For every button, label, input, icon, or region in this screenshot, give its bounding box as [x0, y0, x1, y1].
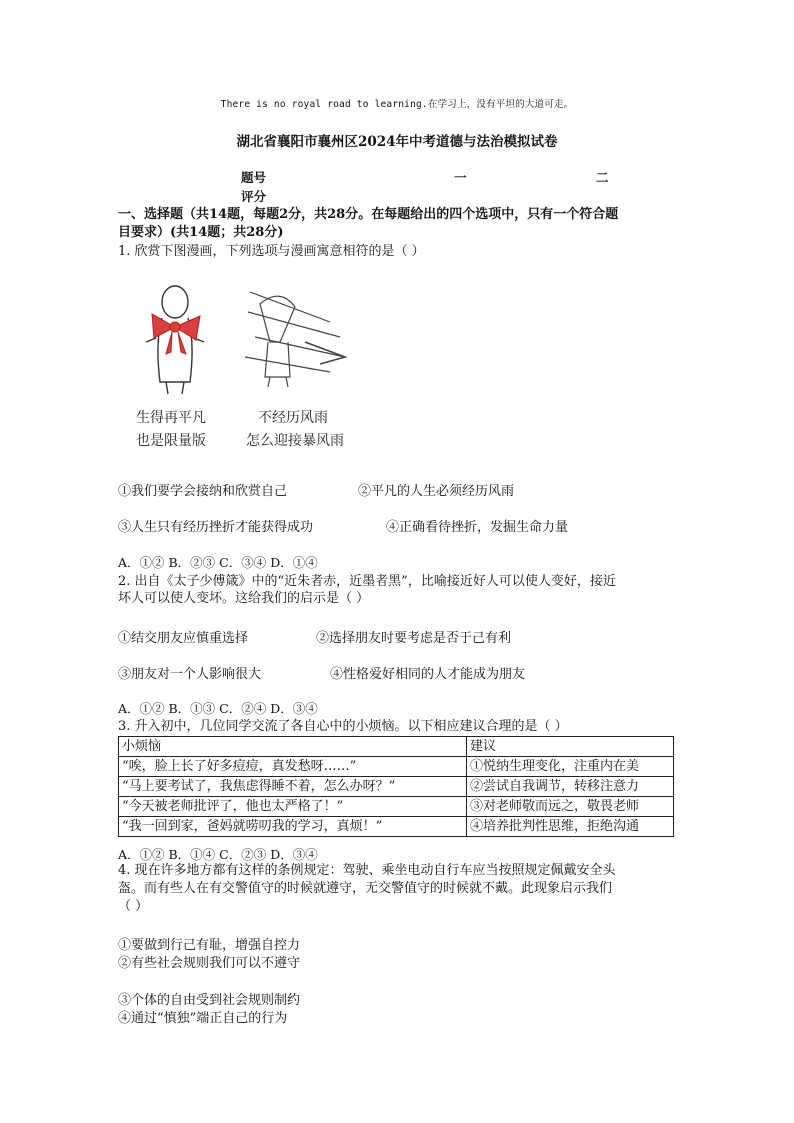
- table-header-row: [119, 737, 674, 757]
- red-bow-ribbon: [152, 314, 200, 354]
- q1-option-1: ①我们要学会接纳和欣赏自己: [118, 484, 288, 499]
- q1-answer-choices: A．①② B．②③ C．③④ D．①④: [118, 555, 318, 570]
- question-3-stem: 3. 升入初中，几位同学交流了各自心中的小烦恼。以下相应建议合理的是（ ）: [118, 719, 568, 734]
- person-in-storm-figure: [245, 292, 345, 387]
- page-motto: There is no royal road to learning.在学习上，没有平坦的大道可走。: [220, 99, 574, 110]
- section-heading-line-1: 一、选择题（共14题，每题2分，共28分。在每题给出的四个选项中，只有一个符合题: [118, 207, 619, 222]
- score-table-label-number: 题号: [241, 170, 267, 185]
- q3-worries-table: [118, 736, 674, 837]
- comic-left-caption-2: 也是限量版: [136, 433, 206, 449]
- table-header-worry: 小烦恼: [119, 737, 467, 757]
- table-row: [119, 817, 674, 837]
- q2-answer-choices: A．①② B．①③ C．②④ D．③④: [118, 701, 318, 716]
- comic-right-caption-2: 怎么迎接暴风雨: [246, 433, 344, 449]
- question-2-stem-line-1: 2. 出自《太子少傅箴》中的“近朱者赤，近墨者黑”，比喻接近好人可以使人变好，接近: [118, 574, 616, 589]
- table-cell-worry: “我一回到家，爸妈就唠叨我的学习，真烦！”: [119, 817, 467, 837]
- q4-option-2: ②有些社会规则我们可以不遵守: [118, 956, 301, 971]
- comic-right-caption-1: 不经历风雨: [258, 410, 328, 426]
- table-row: [119, 777, 674, 797]
- q4-option-3: ③个体的自由受到社会规则制约: [118, 993, 301, 1008]
- table-cell-suggestion: ②尝试自我调节，转移注意力: [467, 777, 674, 797]
- table-cell-suggestion: ③对老师敬而远之，敬畏老师: [467, 797, 674, 817]
- table-cell-worry: “唉，脸上长了好多痘痘，真发愁呀……”: [119, 757, 467, 777]
- question-4-stem-line-1: 4. 现在许多地方都有这样的条例规定：驾驶、乘坐电动自行车应当按照规定佩戴安全头: [118, 863, 616, 878]
- question-2-stem-line-2: 坏人可以使人变坏。这给我们的启示是（ ）: [118, 591, 370, 606]
- comic-left-caption-1: 生得再平凡: [136, 410, 206, 426]
- table-cell-worry: “马上要考试了，我焦虑得睡不着，怎么办呀？”: [119, 777, 467, 797]
- q2-option-3: ③朋友对一个人影响很大: [118, 667, 262, 682]
- section-heading-line-2: 目要求）(共14题；共28分): [118, 225, 284, 240]
- q2-option-1: ①结交朋友应慎重选择: [118, 631, 249, 646]
- q3-answer-choices: A．①② B．①④ C．②③ D．③④: [118, 847, 318, 862]
- score-table-col-2: 二: [596, 170, 609, 185]
- q2-option-4: ④性格爱好相同的人才能成为朋友: [330, 667, 526, 682]
- table-header-suggestion: 建议: [467, 737, 674, 757]
- question-4-stem-line-2: 盔。而有些人在有交警值守的时候就遵守，无交警值守的时候就不戴。此现象启示我们: [118, 881, 613, 896]
- q2-option-2: ②选择朋友时要考虑是否于己有利: [316, 631, 512, 646]
- table-cell-worry: “今天被老师批评了，他也太严格了！”: [119, 797, 467, 817]
- question-1-stem: 1. 欣赏下图漫画，下列选项与漫画寓意相符的是（ ）: [118, 244, 425, 259]
- table-row: [119, 757, 674, 777]
- score-table-col-1: 一: [454, 170, 467, 185]
- q1-option-4: ④正确看待挫折，发掘生命力量: [386, 520, 569, 535]
- q4-option-4: ④通过“慎独”端正自己的行为: [118, 1011, 288, 1026]
- table-cell-suggestion: ④培养批判性思维，拒绝沟通: [467, 817, 674, 837]
- question-4-stem-line-3: （ ）: [118, 899, 149, 914]
- table-cell-suggestion: ①悦纳生理变化，注重内在美: [467, 757, 674, 777]
- comic-captions: [136, 409, 344, 449]
- table-row: [119, 797, 674, 817]
- q4-option-1: ①要做到行己有耻，增强自控力: [118, 938, 301, 953]
- q1-option-3: ③人生只有经历挫折才能获得成功: [118, 520, 314, 535]
- page-title: 湖北省襄阳市襄州区2024年中考道德与法治模拟试卷: [236, 134, 558, 150]
- comic-illustration: [130, 282, 370, 462]
- q1-option-2: ②平凡的人生必须经历风雨: [358, 484, 515, 499]
- score-table-label-score: 评分: [241, 189, 267, 204]
